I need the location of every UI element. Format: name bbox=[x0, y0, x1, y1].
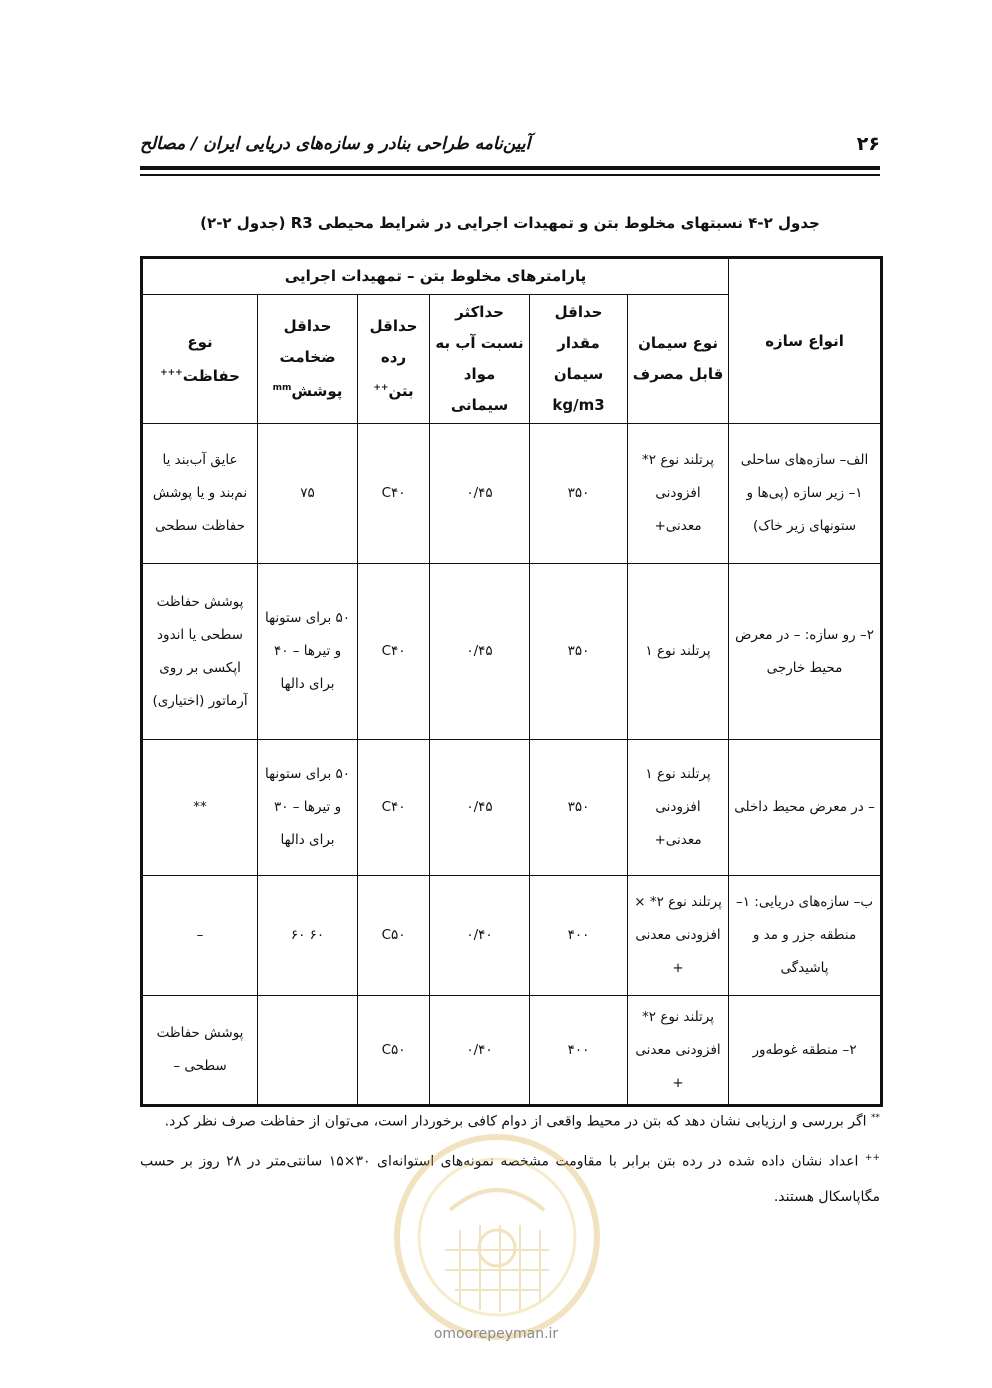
table-row bbox=[142, 424, 882, 564]
mix-ratio-table bbox=[140, 256, 883, 1107]
table-row bbox=[142, 876, 882, 996]
row-cover: ۶۰ ۶۰ bbox=[258, 876, 358, 996]
row-structure: ۲– رو سازه: – در معرض محیط خارجی bbox=[729, 564, 882, 740]
header-max-wc-ratio: حداکثر نسبت آب به مواد سیمانی bbox=[430, 295, 530, 424]
row-protection: ** bbox=[142, 740, 258, 876]
row-cover: ۵۰ برای ستونها و تیرها – ۳۰ برای دالها bbox=[258, 740, 358, 876]
row-structure: ۲– منطقه غوطه‌ور bbox=[729, 996, 882, 1106]
row-min-cement: ۴۰۰ bbox=[530, 876, 628, 996]
header-mix-parameters: پارامترهای مخلوط بتن – تمهیدات اجرایی bbox=[142, 258, 729, 295]
row-cover: ۵۰ برای ستونها و تیرها – ۴۰ برای دالها bbox=[258, 564, 358, 740]
footnote-1-text: اگر بررسی و ارزیابی نشان دهد که بتن در محیط واقعی از دوام کافی برخوردار است، می‌توان از حفاظت صرف نظر کرد. bbox=[164, 1113, 867, 1130]
row-protection: پوشش حفاظت سطحی یا اندود اپکسی بر روی آرماتور (اختیاری) bbox=[142, 564, 258, 740]
header-structure-types: انواع سازه bbox=[729, 258, 882, 424]
row-grade: C۵۰ bbox=[358, 996, 430, 1106]
row-protection: عایق آب‌بند یا نم‌بند و یا پوشش حفاظت سطحی bbox=[142, 424, 258, 564]
row-min-cement: ۴۰۰ bbox=[530, 996, 628, 1106]
watermark-seal-icon bbox=[390, 1130, 604, 1344]
table-row bbox=[142, 996, 882, 1106]
row-wc-ratio: ۰/۴۰ bbox=[430, 996, 530, 1106]
row-wc-ratio: ۰/۴۵ bbox=[430, 424, 530, 564]
header-min-grade: حداقل رده بتن++ bbox=[358, 295, 430, 424]
row-cement-type: پرتلند نوع ۲* افزودنی معدنی+ bbox=[628, 424, 729, 564]
row-cement-type: پرتلند نوع ۲* افزودنی معدنی + bbox=[628, 996, 729, 1106]
row-cement-type: پرتلند نوع ۱ افزودنی معدنی+ bbox=[628, 740, 729, 876]
page-number: ۲۶ bbox=[856, 133, 880, 155]
running-title: آیین‌نامه طراحی بنادر و سازه‌های دریایی ایران / مصالح bbox=[140, 134, 531, 154]
row-structure: ب– سازه‌های دریایی: ۱– منطقه جزر و مد و پاشیدگی bbox=[729, 876, 882, 996]
min-cement-unit: kg/m3 bbox=[552, 396, 605, 414]
row-cover bbox=[258, 996, 358, 1106]
footnote-2-mark: ++ bbox=[864, 1152, 880, 1163]
header-rule-thin bbox=[140, 174, 880, 176]
row-protection: – bbox=[142, 876, 258, 996]
table-row bbox=[142, 740, 882, 876]
row-min-cement: ۳۵۰ bbox=[530, 740, 628, 876]
row-wc-ratio: ۰/۴۵ bbox=[430, 564, 530, 740]
header-rule-thick bbox=[140, 166, 880, 170]
row-wc-ratio: ۰/۴۵ bbox=[430, 740, 530, 876]
row-structure: الف– سازه‌های ساحلی ۱– زیر سازه (پی‌ها و ستونهای زیر خاک) bbox=[729, 424, 882, 564]
row-cover: ۷۵ bbox=[258, 424, 358, 564]
row-structure: – در معرض محیط داخلی bbox=[729, 740, 882, 876]
row-grade: C۴۰ bbox=[358, 564, 430, 740]
header-min-cement: حداقل مقدار سیمان kg/m3 bbox=[530, 295, 628, 424]
table-caption: جدول ۲-۴ نسبتهای مخلوط بتن و تمهیدات اجرایی در شرایط محیطی R3 (جدول ۲-۲) bbox=[200, 214, 820, 232]
page-header bbox=[140, 128, 880, 160]
row-min-cement: ۳۵۰ bbox=[530, 564, 628, 740]
header-cement-type: نوع سیمان قابل مصرف bbox=[628, 295, 729, 424]
website-watermark: omoorepeyman.ir bbox=[433, 1326, 559, 1342]
footnote-1-mark: ** bbox=[871, 1113, 880, 1123]
footnote-2-text: اعداد نشان داده شده در رده بتن برابر با مقاومت مشخصه نمونه‌های استوانه‌ای ۳۰×۱۵ سانتی‌متر در ۲۸ روز بر حسب مگاپاسکال هستند. bbox=[140, 1153, 880, 1206]
row-grade: C۵۰ bbox=[358, 876, 430, 996]
row-cement-type: پرتلند نوع ۲* × افزودنی معدنی + bbox=[628, 876, 729, 996]
header-protection-type: نوع حفاظت+++ bbox=[142, 295, 258, 424]
table-row bbox=[142, 564, 882, 740]
row-grade: C۴۰ bbox=[358, 424, 430, 564]
row-grade: C۴۰ bbox=[358, 740, 430, 876]
row-cement-type: پرتلند نوع ۱ bbox=[628, 564, 729, 740]
row-protection: پوشش حفاظت سطحی – bbox=[142, 996, 258, 1106]
row-wc-ratio: ۰/۴۰ bbox=[430, 876, 530, 996]
row-min-cement: ۳۵۰ bbox=[530, 424, 628, 564]
header-min-cover: حداقل ضخامت پوشش$^{mm}$ bbox=[258, 295, 358, 424]
